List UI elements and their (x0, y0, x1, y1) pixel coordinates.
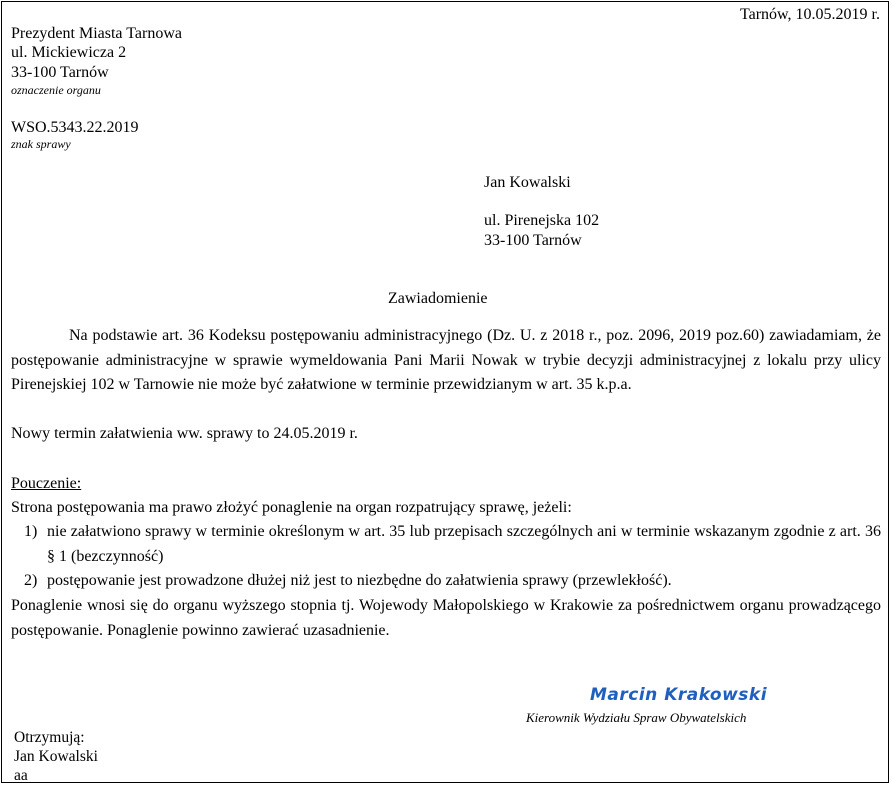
authority-caption: oznaczenie organu (11, 83, 101, 97)
instruction-intro: Strona postępowania ma prawo złożyć ponaglenie na organ rozpatrujący sprawę, jeżeli: (11, 499, 572, 516)
authority-name: Prezydent Miasta Tarnowa (11, 25, 182, 42)
signature-handwritten: Marcin Krakowski (590, 685, 768, 705)
instruction-heading: Pouczenie: (11, 475, 82, 492)
list-item-number: 2) (24, 572, 38, 589)
document-title: Zawiadomienie (388, 290, 488, 307)
recipient-name: Jan Kowalski (484, 174, 571, 191)
case-caption: znak sprawy (11, 137, 71, 151)
body-paragraph: Na podstawie art. 36 Kodeksu postępowaniu administracyjnego (Dz. U. z 2018 r., poz. 2096, 2019 poz.60) zawiadamiam, że postępowanie administracyjne w sprawie wymeldowania Pani Marii Nowak w trybie decyzji administracyjnej z lokalu przy ulicy Pirenejskiej 102 w Tarnowie nie może być załatwione w terminie przewidzianym w art. 35 k.p.a. (11, 327, 881, 393)
list-item-text: postępowanie jest prowadzone dłużej niż jest to niezbędne do załatwienia sprawy (przewlekłość). (47, 572, 672, 589)
recipient-city: 33-100 Tarnów (484, 232, 582, 249)
distribution-item: aa (14, 767, 28, 784)
list-item-text: nie załatwiono sprawy w terminie określonym w art. 35 lub przepisach szczególnych ani w terminie wskazanym zgodnie z art. 36 § 1 (bezczynność) (47, 523, 881, 565)
distribution-item: Jan Kowalski (14, 748, 98, 765)
instruction-closing: Ponaglenie wnosi się do organu wyższego stopnia tj. Wojewody Małopolskiego w Krakowie za pośrednictwem organu prowadzącego postępowanie. Ponaglenie powinno zawierać uzasadnienie. (11, 597, 881, 639)
distribution-heading: Otrzymują: (14, 729, 85, 746)
list-item (11, 569, 881, 594)
recipient-street: ul. Pirenejska 102 (484, 212, 600, 229)
list-item-number: 1) (24, 523, 38, 540)
new-deadline: Nowy termin załatwienia ww. sprawy to 24.05.2019 r. (11, 425, 358, 442)
case-number: WSO.5343.22.2019 (11, 119, 139, 136)
authority-street: ul. Mickiewicza 2 (11, 44, 127, 61)
place-date: Tarnów, 10.05.2019 r. (739, 6, 880, 23)
document-page (1, 1, 889, 783)
list-item (11, 520, 881, 569)
authority-city: 33-100 Tarnów (11, 64, 109, 81)
signature-title: Kierownik Wydziału Spraw Obywatelskich (526, 710, 747, 725)
